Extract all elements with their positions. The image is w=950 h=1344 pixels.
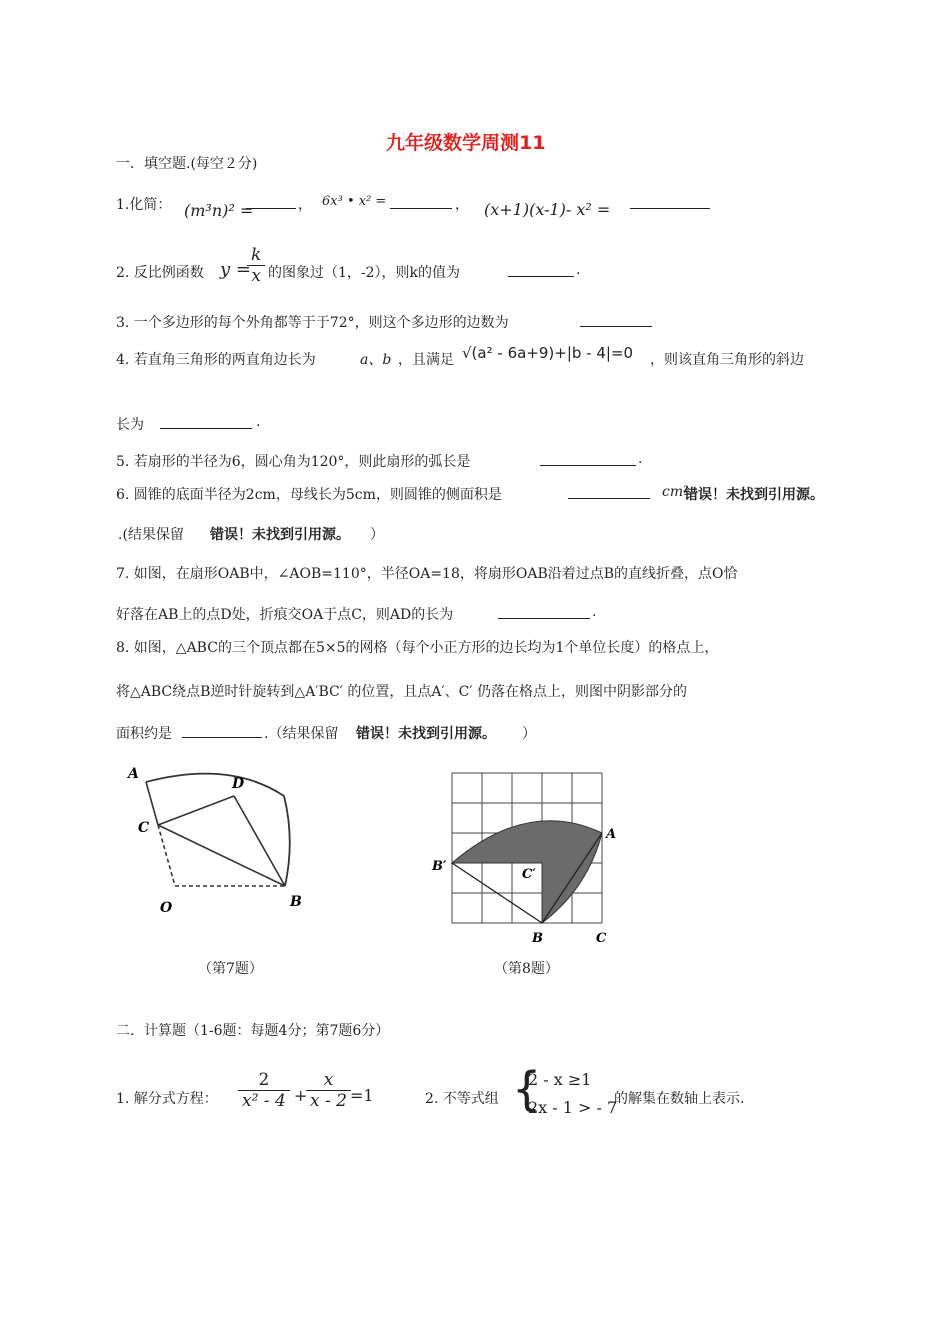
calc1-label: 1. 解分式方程： [116,1091,218,1107]
q8-text-e: ） [522,726,536,742]
q2-y: y = [220,259,251,280]
q6-line2-a: .(结果保留 [118,527,184,543]
q4-formula: √(a² - 6a+9)+|b - 4|=0 [462,344,634,362]
fig8-label-C: C [596,931,607,946]
q5-blank [540,451,636,470]
calc2-line1: 2 - x ≥1 [528,1070,592,1089]
calc2-label: 2. 不等式组 [425,1091,499,1107]
fig8-label-B: B [532,931,543,946]
page-title: 九年级数学周测11 [386,132,546,154]
fig7-label-A: A [128,766,139,782]
q4-end: . [256,414,261,430]
q4-text-a: 4. 若直角三角形的两直角边长为 [116,352,316,368]
calc1-frac2 [306,1070,351,1111]
q4-vars: a、b [360,352,392,368]
q7-blank [498,604,590,623]
q2-numerator: k [247,245,265,266]
q1-label: 1.化简： [116,197,172,213]
q6-blank [568,484,650,503]
q3-blank [580,312,652,331]
figure-7-diagram [120,760,320,930]
fig7-label-D: D [232,776,245,792]
q6-error: 错误！未找到引用源。 [684,487,824,503]
fig8-label-B-prime: B′ [432,859,447,874]
q2-fraction [247,245,265,286]
fig7-label-C: C [138,820,150,836]
section2-heading: 二．计算题（1-6题：每题4分；第7题6分） [116,1023,390,1039]
fig8-caption: （第8题） [494,961,559,977]
q6-text: 6. 圆锥的底面半径为2cm，母线长为5cm，则圆锥的侧面积是 [116,487,502,503]
q1-expr2: 6x³ • x² = [322,194,387,209]
q4-text-b: ，且满足 [398,352,454,368]
fig7-label-O: O [160,900,173,916]
q4-text-d: 长为 [116,417,144,433]
calc2-text: 的解集在数轴上表示. [614,1091,745,1107]
q4-text-c: ，则该直角三角形的斜边 [650,352,804,368]
q8-blank [182,723,262,742]
calc2-brace: { [512,1062,542,1116]
q1-expr3: (x+1)(x-1)- x² = [484,200,611,219]
figure-8-diagram [428,768,628,948]
fig8-label-A: A [606,827,617,842]
q8-text-c: 面积约是 [116,726,172,742]
q1-sep1: ， [298,197,312,213]
q6-line2-c: ） [370,527,384,543]
q2-denominator: x [251,266,261,286]
q7-text-b: 好落在AB上的点D处，折痕交OA于点C，则AD的长为 [116,607,454,623]
q1-blank2 [390,194,452,213]
calc1-frac2-num: x [306,1070,351,1091]
calc1-equals: =1 [350,1086,374,1105]
calc1-frac1-den: x² - 4 [242,1091,286,1111]
q1-blank1 [246,194,296,213]
section-heading: 一．填空题.(每空２分) [116,156,258,172]
q3-text: 3. 一个多边形的每个外角都等于于72°，则这个多边形的边数为 [116,315,509,331]
q8-text-a: 8. 如图，△ABC的三个顶点都在5×5的网格（每个小正方形的边长均为1个单位长度）的格点上， [116,640,719,656]
q8-error: 错误！未找到引用源。 [356,726,496,742]
fig7-label-B: B [290,894,302,910]
calc1-plus: + [294,1086,308,1105]
q5-end: . [638,451,643,467]
q2-text: 的图象过（1，-2），则k的值为 [268,265,461,281]
q6-unit: cm² [662,484,689,500]
fig8-label-C-prime: C′ [522,867,536,882]
calc1-frac1-num: 2 [238,1070,290,1091]
fig7-caption: （第7题） [198,961,263,977]
q8-text-b: 将△ABC绕点B逆时针旋转到△A′BC′ 的位置，且点A′、C′ 仍落在格点上，则图中阴影部分的 [116,684,687,700]
q2-end: . [576,262,581,278]
q8-text-d: .（结果保留 [264,726,339,742]
q4-blank [160,414,252,433]
q7-end: . [592,604,597,620]
q1-blank3 [630,194,710,213]
q2-blank [508,262,574,281]
calc1-frac2-den: x - 2 [310,1091,347,1111]
q7-text-a: 7. 如图，在扇形OAB中，∠AOB=110°，半径OA=18，将扇形OAB沿着过点B的直线折叠，点O恰 [116,566,738,582]
calc1-frac1 [238,1070,290,1111]
calc2-line2: 2x - 1 > - 7 [528,1098,618,1117]
q6-line2-error: 错误！未找到引用源。 [210,527,350,543]
q1-sep2: ， [455,197,469,213]
q1-expr1: (m³n)² = [184,201,254,220]
q2-label: 2. 反比例函数 [116,265,204,281]
q5-text: 5. 若扇形的半径为6，圆心角为120°，则此扇形的弧长是 [116,454,471,470]
